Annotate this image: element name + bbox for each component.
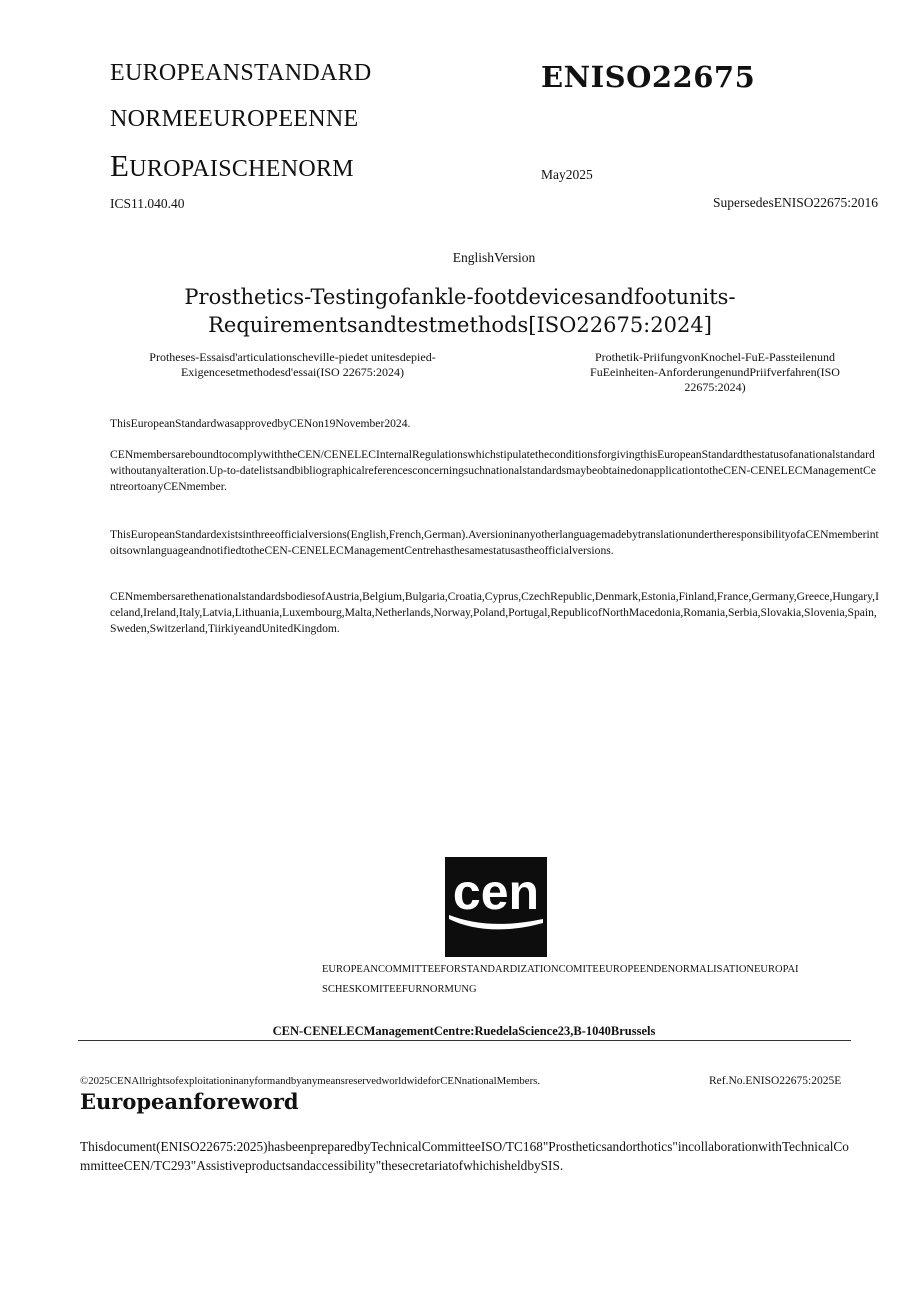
reference-number: Ref.No.ENISO22675:2025E [709,1075,842,1087]
standard-number: ENISO22675 [541,60,756,94]
supersedes-note: SupersedesENISO22675:2016 [713,195,878,210]
header-line-german [110,148,354,184]
approval-paragraph: ThisEuropeanStandardwasapprovedbyCENon19November2024. [110,417,411,430]
header-line-french: NORMEEUROPEENNE [110,106,359,132]
foreword-text: Thisdocument(ENISO22675:2025)hasbeenpreparedbyTechnicalCommitteeISO/TC168"Prostheticsandorthotics"incollaborationwithTechnicalCommitteeCEN/TC293"Assistiveproductsandaccessibility"thesecretariatofwhichisheldbySIS. [80,1139,849,1173]
committee-name [322,960,852,1000]
versions-paragraph: ThisEuropeanStandardexistsinthreeofficialversions(English,French,German).AversioninanyotherlanguagemadebytranslationundertheresponsibilityofaCENmemberintoitsownlanguageandnotifiedtotheCEN-CENELECManagementCentrehasthesamestatusastheofficialversions. [110,528,879,557]
language-version: EnglishVersion [452,250,536,265]
header-line-german-initial: E [110,148,130,183]
german-title: Prothetik-PriifungvonKnochel-FuE-Passteilenund FuEeinheiten-AnforderungenundPriifverfahren(ISO 22675:2024) [590,350,840,394]
cen-logo-text: cen [452,864,540,920]
footer-divider [78,1040,851,1041]
publication-date: May2025 [541,167,593,182]
committee-name-line2: SCHESKOMITEEFURNORMUNG [322,984,477,995]
management-centre-address: CEN-CENELECManagementCentre:RuedelaScience23,B-1040Brussels [272,1024,656,1038]
ics-code: ICS11.040.40 [110,196,185,211]
cen-logo-graphic [445,857,547,957]
document-title-line2: Requirementsandtestmethods[ISO22675:2024] [208,313,712,337]
header-line-english: EUROPEANSTANDARD [110,60,372,86]
document-title-line1: Prosthetics-Testingofankle-footdevicesandfootunits- [184,285,736,309]
committee-name-line1: EUROPEANCOMMITTEEFORSTANDARDIZATIONCOMITEEUROPEENDENORMALISATIONEUROPAI [322,964,799,975]
cen-logo [445,857,547,957]
copyright-notice: ©2025CENAllrightsofexploitationinanyformandbyanymeansreservedworldwideforCENnationalMembers. [80,1075,541,1087]
foreword-heading: Europeanforeword [80,1089,299,1114]
french-title: Protheses-Essaisd'articulationscheville-piedet unitesdepied-Exigencesetmethodesd'essai(ISO 22675:2024) [149,350,436,379]
header-line-german-rest: UROPAISCHENORM [129,156,354,182]
members-paragraph: CENmembersarethenationalstandardsbodiesofAustria,Belgium,Bulgaria,Croatia,Cyprus,CzechRepublic,Denmark,Estonia,Finland,France,Germany,Greece,Hungary,Iceland,Ireland,Italy,Latvia,Lithuania,Luxembourg,Malta,Netherlands,Norway,Poland,Portugal,RepublicofNorthMacedonia,Romania,Serbia,Slovakia,Slovenia,Spain,Sweden,Switzerland,TiirkiyeandUnitedKingdom. [110,590,879,635]
compliance-paragraph: CENmembersareboundtocomplywiththeCEN/CENELECInternalRegulationswhichstipulatetheconditionsforgivingthisEuropeanStandardthestatusofanationalstandardwithoutanyalteration.Up-to-datelistsandbibliographicalreferencesconcerningsuchnationalstandardsmaybeobtainedonapplicationtotheCEN-CENELECManagementCentreortoanyCENmember. [110,448,876,493]
